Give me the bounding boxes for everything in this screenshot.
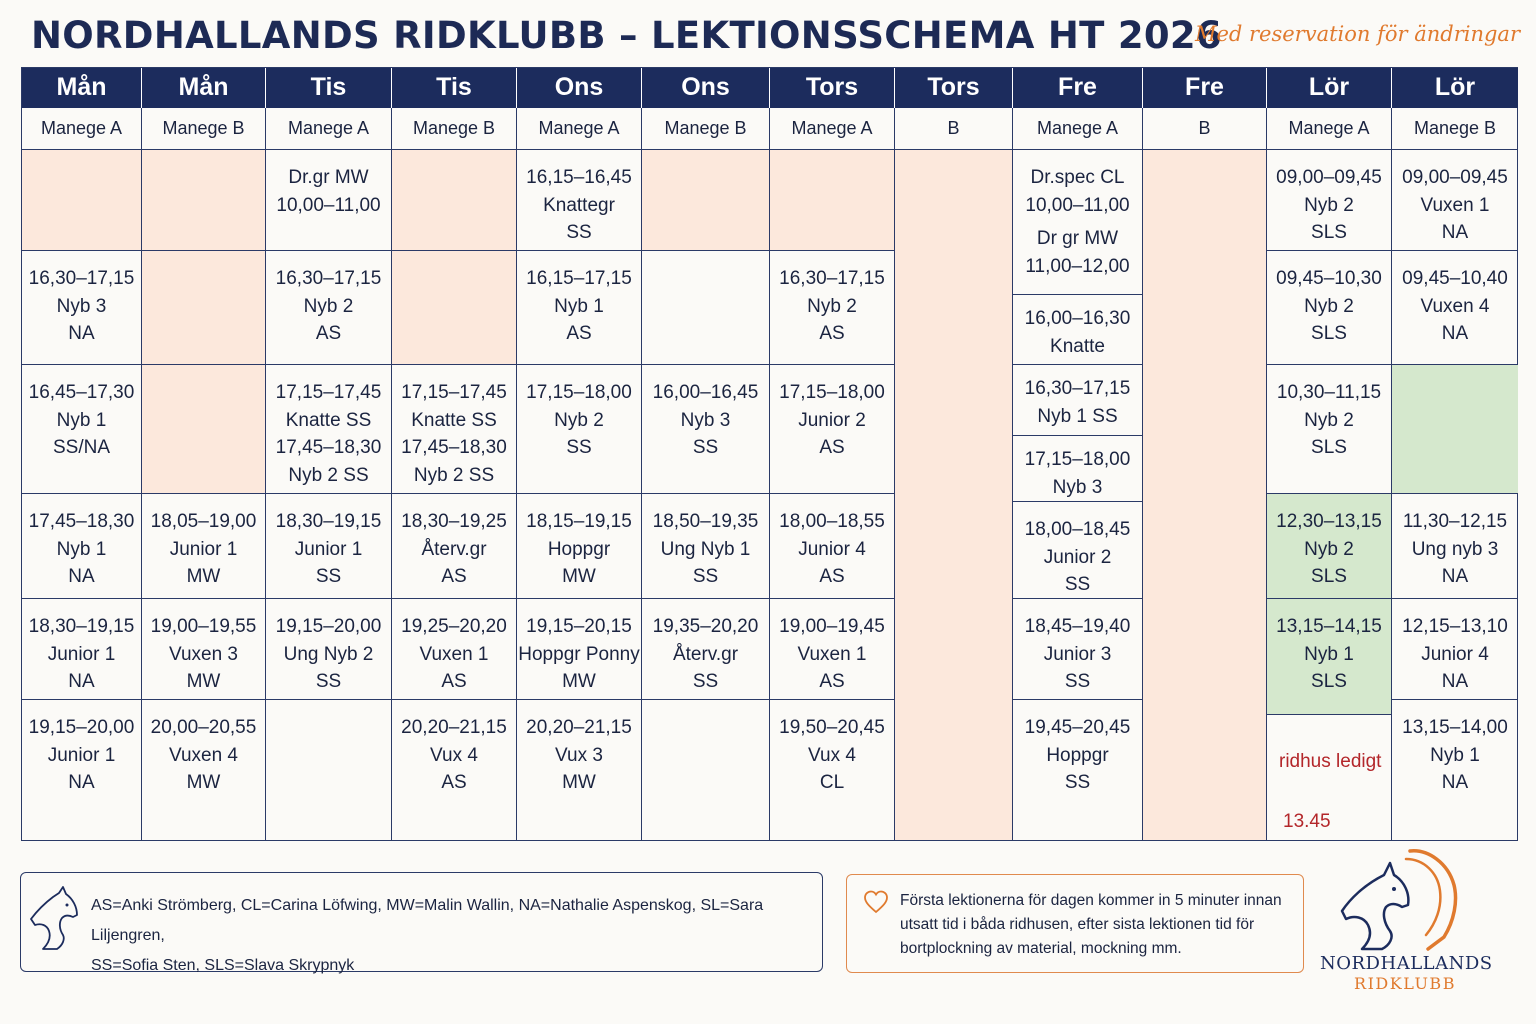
schedule-slot [1013, 365, 1143, 436]
manege-header: Manege B [142, 108, 266, 150]
manege-header: B [1143, 108, 1267, 150]
closed-column-fri-b [1143, 150, 1267, 841]
day-header: Tors [895, 68, 1013, 108]
reservation-note: Med reservation för ändringar [1194, 22, 1520, 46]
schedule-slot [1013, 502, 1143, 599]
slot-text: 17,15–17,45 [401, 382, 507, 403]
schedule-slot [770, 365, 895, 494]
manege-header: Manege A [1013, 108, 1143, 150]
slot-text: SS [315, 671, 342, 692]
slot-text: Dr.gr MW [288, 167, 369, 188]
slot-text: SS [1064, 574, 1091, 595]
slot-text: Vux 3 [555, 744, 603, 766]
slot-text: 18,50–19,35 [652, 511, 759, 532]
schedule-slot [1013, 700, 1143, 841]
schedule-slot [1267, 251, 1392, 365]
schedule-slot [517, 599, 642, 700]
schedule-slot [142, 700, 266, 841]
slot-text: 13.45 [1283, 811, 1331, 832]
manege-header: Manege A [770, 108, 895, 150]
schedule-slot [22, 599, 142, 700]
slot-text: 11,00–12,00 [1025, 255, 1130, 277]
slot-text: 17,45–18,30 [401, 437, 507, 458]
closed-column-thu-b [895, 150, 1013, 841]
slot-text: SS [566, 437, 592, 458]
instructor-legend [20, 872, 823, 972]
schedule-slot [22, 494, 142, 599]
slot-text: Återv.gr [421, 538, 487, 560]
schedule-slot [392, 251, 517, 365]
slot-text: SLS [1311, 222, 1347, 243]
logo-sub: RIDKLUBB [1354, 974, 1456, 993]
slot-text: 12,15–13,10 [1402, 616, 1508, 637]
slot-text: AS [819, 566, 845, 587]
schedule-slot [266, 700, 392, 841]
schedule-slot [1392, 251, 1518, 365]
manege-header: Manege A [266, 108, 392, 150]
slot-text: Hoppgr [547, 538, 611, 560]
manege-header: Manege A [517, 108, 642, 150]
slot-text: SLS [1311, 323, 1347, 344]
slot-text: MW [562, 566, 596, 587]
slot-text: Nyb 2 [1304, 194, 1354, 216]
slot-text: Hoppgr [1046, 744, 1109, 766]
schedule-slot [517, 150, 642, 251]
club-logo [1320, 845, 1500, 995]
slot-text: Nyb 2 SS [413, 464, 495, 486]
manege-header: Manege B [1392, 108, 1518, 150]
schedule-slot [642, 599, 770, 700]
schedule-slot [1267, 365, 1392, 494]
slot-text: 10,00–11,00 [1025, 194, 1130, 216]
slot-text: 10,00–11,00 [276, 194, 381, 216]
slot-text: Vuxen 3 [168, 643, 238, 665]
schedule-slot [266, 251, 392, 365]
schedule-slot [22, 150, 142, 251]
schedule-slot [392, 365, 517, 494]
slot-text: Nyb 1 [56, 538, 107, 560]
slot-text: Ung Nyb 2 [283, 643, 374, 665]
schedule-slot [142, 494, 266, 599]
schedule-slot [142, 150, 266, 251]
schedule-slot [1013, 295, 1143, 365]
day-header: Tis [392, 68, 517, 108]
slot-text: 16,30–17,15 [275, 268, 382, 289]
note-line-2: utsatt tid i båda ridhusen, efter sista lektionen tid för [900, 916, 1255, 933]
schedule-slot [266, 150, 392, 251]
slot-text: NA [68, 671, 95, 692]
slot-text: 17,45–18,30 [275, 437, 382, 458]
schedule-slot [517, 365, 642, 494]
day-header: Lör [1267, 68, 1392, 108]
schedule-slot [770, 150, 895, 251]
slot-text: SS [315, 566, 342, 587]
slot-text: Junior 1 [47, 643, 116, 665]
slot-text: Junior 2 [798, 409, 866, 431]
slot-text: 16,30–17,15 [28, 268, 135, 289]
schedule-slot [266, 599, 392, 700]
slot-text: 17,15–17,45 [275, 382, 382, 403]
schedule-slot [517, 700, 642, 841]
day-header: Lör [1392, 68, 1518, 108]
schedule-slot [1013, 436, 1143, 502]
slot-text: 20,00–20,55 [150, 717, 257, 738]
schedule-slot [1392, 365, 1518, 494]
slot-text: Junior 1 [169, 538, 238, 560]
schedule-slot [1013, 599, 1143, 700]
slot-text: Nyb 3 [1052, 476, 1103, 498]
day-header: Mån [22, 68, 142, 108]
note-line-3: bortplockning av material, mockning mm. [900, 940, 1182, 957]
schedule-slot [770, 700, 895, 841]
slot-text: 19,25–20,20 [401, 616, 507, 637]
horse-head-icon [29, 885, 81, 953]
slot-text: 09,00–09,45 [1402, 167, 1508, 188]
slot-text: 19,35–20,20 [652, 616, 759, 637]
slot-text: Junior 4 [1421, 643, 1489, 665]
slot-text: 19,15–20,00 [28, 717, 135, 738]
manege-header: Manege B [392, 108, 517, 150]
slot-text: AS [441, 671, 467, 692]
slot-text: 11,30–12,15 [1402, 511, 1508, 532]
day-header: Mån [142, 68, 266, 108]
slot-text: 09,45–10,40 [1402, 268, 1508, 289]
slot-text: 18,30–19,15 [28, 616, 135, 637]
slot-text: 18,30–19,15 [275, 511, 382, 532]
schedule-grid [21, 67, 1518, 841]
info-note [846, 874, 1304, 973]
heart-icon [863, 889, 889, 915]
slot-text: 18,00–18,55 [779, 511, 885, 532]
day-header: Fre [1013, 68, 1143, 108]
schedule-slot [392, 599, 517, 700]
slot-text: Nyb 3 [680, 409, 731, 431]
schedule-slot [642, 700, 770, 841]
schedule-slot [642, 365, 770, 494]
slot-text: 19,45–20,45 [1024, 717, 1131, 738]
slot-text: Dr.spec CL [1030, 167, 1125, 188]
slot-text: 12,30–13,15 [1276, 511, 1382, 532]
legend-line-2: SS=Sofia Sten, SLS=Slava Skrypnyk [91, 957, 355, 974]
slot-text: Nyb 2 [303, 295, 354, 317]
slot-text: Junior 3 [1043, 643, 1112, 665]
schedule-slot [517, 494, 642, 599]
slot-text: SLS [1311, 566, 1347, 587]
schedule-slot [770, 599, 895, 700]
slot-text: 18,00–18,45 [1024, 519, 1131, 540]
legend-line-1: AS=Anki Strömberg, CL=Carina Löfwing, MW=Malin Wallin, NA=Nathalie Aspenskog, SL=Sara Liljengren, [91, 897, 764, 944]
schedule-slot [1267, 494, 1392, 599]
slot-text: Nyb 2 [1304, 409, 1354, 431]
slot-text: Junior 4 [798, 538, 866, 560]
horse-logo-icon [1332, 845, 1472, 955]
slot-text: NA [1441, 772, 1469, 793]
slot-text: 17,45–18,30 [28, 511, 135, 532]
slot-text: Nyb 2 [1304, 538, 1354, 560]
slot-text: SLS [1311, 437, 1347, 458]
slot-text: 16,15–16,45 [526, 167, 632, 188]
slot-text: SS [1064, 772, 1091, 793]
slot-text: Ung nyb 3 [1411, 538, 1499, 560]
schedule-slot [142, 251, 266, 365]
slot-text: 09,00–09,45 [1276, 167, 1382, 188]
slot-text: SS/NA [52, 437, 111, 458]
schedule-slot [517, 251, 642, 365]
day-header: Ons [517, 68, 642, 108]
slot-text: Vuxen 1 [797, 643, 867, 665]
page-title: NORDHALLANDS RIDKLUBB – LEKTIONSSCHEMA HT 2026 [31, 14, 1223, 57]
slot-text: Junior 1 [47, 744, 116, 766]
schedule-slot [1392, 150, 1518, 251]
slot-text: AS [441, 566, 467, 587]
day-header: Fre [1143, 68, 1267, 108]
schedule-slot [22, 251, 142, 365]
slot-text: Knattegr [543, 194, 615, 216]
schedule-slot [266, 365, 392, 494]
slot-text: AS [819, 323, 845, 344]
slot-text: 13,15–14,00 [1402, 717, 1508, 738]
slot-text: AS [315, 323, 342, 344]
ridhus-ledigt-note [1267, 715, 1392, 841]
slot-text: NA [1441, 671, 1469, 692]
slot-text: MW [562, 772, 596, 793]
slot-text: AS [819, 437, 845, 458]
slot-text: 19,00–19,55 [150, 616, 257, 637]
schedule-slot [1392, 700, 1518, 841]
slot-text: 09,45–10,30 [1276, 268, 1382, 289]
slot-text: SS [566, 222, 592, 243]
slot-text: Nyb 1 [1304, 643, 1354, 665]
schedule-slot [266, 494, 392, 599]
slot-text: 16,30–17,15 [779, 268, 885, 289]
day-header: Tors [770, 68, 895, 108]
slot-text: Vuxen 4 [1420, 295, 1490, 317]
slot-text: 10,30–11,15 [1276, 382, 1382, 403]
slot-text: 18,30–19,25 [401, 511, 507, 532]
slot-text: ridhus ledigt [1279, 751, 1382, 772]
manege-header: B [895, 108, 1013, 150]
schedule-slot [770, 251, 895, 365]
slot-text: Nyb 2 [1304, 295, 1354, 317]
slot-text: Nyb 1 [1430, 744, 1480, 766]
slot-text: NA [1441, 222, 1469, 243]
schedule-slot [770, 494, 895, 599]
slot-text: 17,15–18,00 [526, 382, 632, 403]
slot-text: Vuxen 4 [168, 744, 238, 766]
slot-text: AS [566, 323, 592, 344]
slot-text: Dr gr MW [1036, 228, 1119, 249]
slot-text: 17,15–18,00 [1024, 449, 1131, 470]
slot-text: AS [441, 772, 467, 793]
slot-text: Vux 4 [430, 744, 478, 766]
slot-text: Vuxen 1 [1420, 194, 1490, 216]
slot-text: NA [1441, 566, 1469, 587]
slot-text: MW [186, 772, 221, 793]
slot-text: NA [68, 566, 95, 587]
slot-text: Knatte [1050, 335, 1105, 357]
slot-text: Hoppgr Ponny [518, 643, 640, 665]
slot-text: Nyb 1 SS [1037, 405, 1118, 427]
slot-text: 20,20–21,15 [401, 717, 507, 738]
slot-text: 13,15–14,15 [1276, 616, 1382, 637]
schedule-slot [392, 700, 517, 841]
slot-text: 17,15–18,00 [779, 382, 885, 403]
slot-text: Knatte SS [411, 409, 497, 431]
slot-text: Vux 4 [808, 744, 856, 766]
manege-header: Manege A [22, 108, 142, 150]
slot-text: AS [819, 671, 845, 692]
slot-text: SS [1064, 671, 1091, 692]
slot-text: Återv.gr [672, 643, 739, 665]
slot-text: SLS [1311, 671, 1347, 692]
schedule-slot [22, 700, 142, 841]
schedule-slot [642, 150, 770, 251]
slot-text: SS [692, 437, 719, 458]
slot-text: 16,45–17,30 [28, 382, 135, 403]
slot-text: 16,15–17,15 [526, 268, 632, 289]
slot-text: Nyb 1 [554, 295, 604, 317]
schedule-slot [392, 494, 517, 599]
schedule-slot [642, 494, 770, 599]
slot-text: NA [68, 772, 95, 793]
schedule-slot [392, 150, 517, 251]
slot-text: Nyb 2 SS [288, 464, 369, 486]
slot-text: 20,20–21,15 [526, 717, 632, 738]
slot-text: Junior 1 [294, 538, 363, 560]
slot-text: 19,15–20,00 [275, 616, 382, 637]
slot-text: SS [692, 671, 719, 692]
slot-text: MW [562, 671, 596, 692]
slot-text: Nyb 2 [554, 409, 604, 431]
slot-text: NA [68, 323, 95, 344]
slot-text: CL [819, 772, 845, 793]
schedule-slot [1392, 494, 1518, 599]
manege-header: Manege A [1267, 108, 1392, 150]
slot-text: Knatte SS [285, 409, 372, 431]
schedule-slot [1013, 150, 1143, 295]
slot-text: Junior 2 [1043, 546, 1112, 568]
schedule-slot [22, 365, 142, 494]
slot-text: Vuxen 1 [419, 643, 489, 665]
logo-name: NORDHALLANDS [1320, 953, 1493, 974]
slot-text: 18,45–19,40 [1024, 616, 1131, 637]
slot-text: 16,00–16,45 [652, 382, 759, 403]
slot-text: Nyb 1 [56, 409, 107, 431]
slot-text: SS [692, 566, 719, 587]
slot-text: 18,15–19,15 [526, 511, 632, 532]
manege-header: Manege B [642, 108, 770, 150]
slot-text: NA [1441, 323, 1469, 344]
day-header: Tis [266, 68, 392, 108]
slot-text: Ung Nyb 1 [660, 538, 751, 560]
slot-text: MW [186, 566, 221, 587]
slot-text: 16,30–17,15 [1024, 378, 1131, 399]
schedule-slot [1267, 599, 1392, 715]
schedule-slot [142, 365, 266, 494]
schedule-slot [1267, 150, 1392, 251]
slot-text: Nyb 2 [807, 295, 857, 317]
slot-text: 19,50–20,45 [779, 717, 885, 738]
note-line-1: Första lektionerna för dagen kommer in 5 minuter innan [900, 892, 1282, 909]
schedule-slot [642, 251, 770, 365]
slot-text: MW [186, 671, 221, 692]
slot-text: 19,15–20,15 [526, 616, 632, 637]
slot-text: 18,05–19,00 [150, 511, 257, 532]
slot-text: 16,00–16,30 [1024, 308, 1131, 329]
slot-text: 19,00–19,45 [779, 616, 885, 637]
day-header: Ons [642, 68, 770, 108]
schedule-slot [1392, 599, 1518, 700]
slot-text: Nyb 3 [56, 295, 107, 317]
schedule-slot [142, 599, 266, 700]
